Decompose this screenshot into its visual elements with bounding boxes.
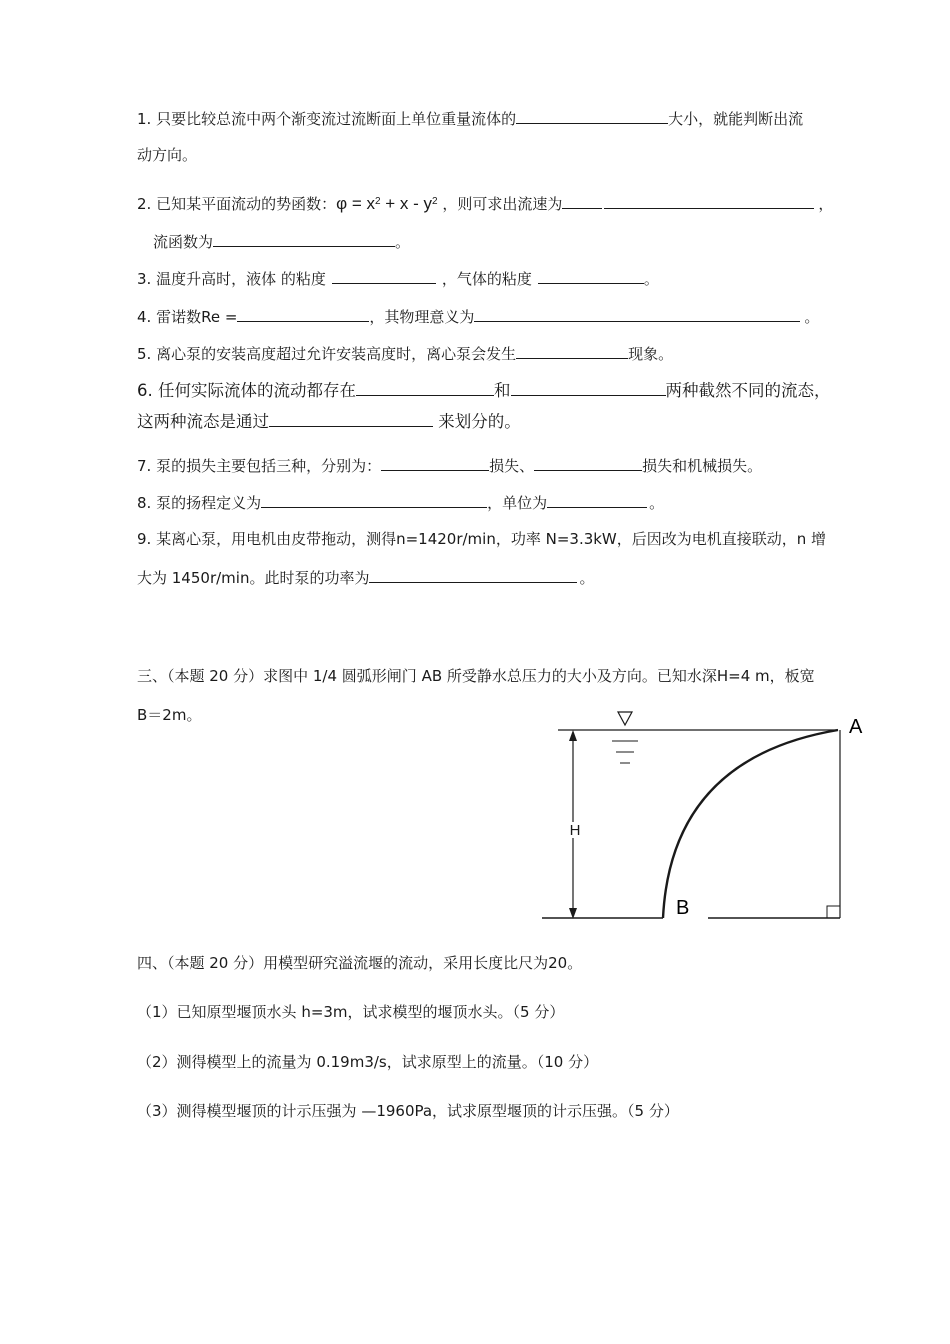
question-1-line-1: [137, 108, 803, 129]
q2-end: 。: [395, 233, 411, 251]
question-9-line-2: [137, 567, 594, 588]
q2-velocity-blank-short[interactable]: [562, 193, 602, 209]
section-4-subquestion-2: [137, 1052, 598, 1072]
question-4: [137, 306, 819, 327]
q4-text-b: ，其物理意义为: [369, 308, 475, 326]
q6-criterion-blank[interactable]: [269, 411, 433, 427]
question-7: [137, 455, 762, 476]
depth-arrow-top: [569, 730, 577, 741]
section-3-line-1: [137, 666, 815, 686]
section-4-sub-3: （3）测得模型堰顶的计示压强为 —1960Pa，试求原型堰顶的计示压强。（5 分）: [137, 1102, 679, 1120]
q7-text-c: 损失和机械损失。: [642, 457, 763, 475]
q4-reynolds-blank[interactable]: [237, 306, 369, 322]
formula-part-1: = x: [347, 194, 375, 213]
q2-text-a: 2. 已知某平面流动的势函数：: [137, 195, 337, 213]
q4-end: 。: [804, 308, 820, 326]
quarter-circle-gate: [663, 730, 838, 918]
q1-text-a: 1. 只要比较总流中两个渐变流过流断面上单位重量流体的: [137, 110, 517, 128]
section-4-subquestion-3: [137, 1101, 679, 1121]
q3-text-a: 3. 温度升高时，液体 的粘度: [137, 270, 326, 288]
q6-text-c: 两种截然不同的流态，: [665, 381, 831, 400]
q8-end: 。: [649, 494, 665, 512]
q2-comma: ，: [818, 195, 834, 213]
question-9-line-1: [137, 529, 826, 549]
q7-loss-2-blank[interactable]: [534, 455, 642, 471]
q2-velocity-blank[interactable]: [604, 193, 814, 209]
q7-loss-1-blank[interactable]: [381, 455, 489, 471]
q8-text-b: ，单位为: [487, 494, 548, 512]
right-angle-mark: [827, 906, 840, 918]
q5-phenomenon-blank[interactable]: [516, 343, 628, 359]
question-6-line-1: [137, 380, 831, 401]
section-3-width: B＝2m。: [137, 706, 202, 724]
depth-label: H: [569, 822, 581, 839]
q6-text-e: 来划分的。: [433, 412, 521, 431]
q8-head-definition-blank[interactable]: [261, 492, 487, 508]
q6-text-b: 和: [494, 381, 511, 400]
section-3-prompt: 三、（本题 20 分）求图中 1/4 圆弧形闸门 AB 所受静水总压力的大小及方向。已知水深H=4 m，板宽: [137, 667, 815, 685]
potential-function-formula: [336, 194, 438, 213]
section-4-prompt: 四、（本题 20 分）用模型研究溢流堰的流动，采用长度比尺为20。: [137, 954, 583, 972]
q2-text-b: ，则可求出流速为: [437, 195, 563, 213]
q3-text-b: ，气体的粘度: [441, 270, 532, 288]
section-3-line-2: [137, 705, 201, 725]
water-level-triangle-icon: [618, 712, 632, 725]
section-4-line-1: [137, 953, 582, 973]
q3-end: 。: [643, 270, 659, 288]
q8-unit-blank[interactable]: [547, 492, 647, 508]
q7-text-b: 损失、: [489, 457, 535, 475]
exponent-2: 2: [432, 196, 438, 207]
q6-text-a: 6. 任何实际流体的流动都存在: [137, 381, 356, 400]
q8-text-a: 8. 泵的扬程定义为: [137, 494, 262, 512]
q6-state-2-blank[interactable]: [511, 380, 666, 396]
q4-text-a: 4. 雷诺数Re =: [137, 308, 238, 326]
question-2-line-2: [153, 231, 410, 252]
exponent-1: 2: [375, 196, 381, 207]
point-b-label: B: [676, 897, 690, 919]
section-4-sub-1: （1）已知原型堰顶水头 h=3m，试求模型的堰顶水头。（5 分）: [137, 1003, 565, 1021]
q7-text-a: 7. 泵的损失主要包括三种，分别为：: [137, 457, 382, 475]
gate-diagram: [540, 708, 870, 930]
q2-stream-function-blank[interactable]: [213, 231, 395, 247]
q1-text-b: 大小，就能判断出流: [668, 110, 804, 128]
q3-gas-viscosity-blank[interactable]: [538, 268, 644, 284]
q1-answer-blank[interactable]: [516, 108, 668, 124]
section-4-subquestion-1: [137, 1002, 564, 1022]
q1-text-c: 动方向。: [137, 146, 198, 164]
question-5: [137, 343, 673, 364]
q2-text-c: 流函数为: [153, 233, 214, 251]
question-8: [137, 492, 664, 513]
q9-end: 。: [579, 569, 595, 587]
q6-state-1-blank[interactable]: [356, 380, 494, 396]
q4-meaning-blank[interactable]: [474, 306, 800, 322]
q3-liquid-viscosity-blank[interactable]: [332, 268, 436, 284]
question-2-line-1: [137, 192, 833, 214]
q9-text-a: 9. 某离心泵，用电机由皮带拖动，测得n=1420r/min，功率 N=3.3kW，后因改为电机直接联动，n 增: [137, 530, 827, 548]
question-1-line-2: [137, 145, 197, 165]
point-a-label: A: [849, 716, 863, 738]
formula-part-2: + x - y: [380, 194, 433, 213]
question-3: [137, 268, 659, 289]
question-6-line-2: [137, 411, 521, 432]
q9-text-b: 大为 1450r/min。此时泵的功率为: [137, 569, 370, 587]
q5-text-a: 5. 离心泵的安装高度超过允许安装高度时，离心泵会发生: [137, 345, 517, 363]
q5-text-b: 现象。: [628, 345, 674, 363]
q9-power-blank[interactable]: [369, 567, 577, 583]
section-4-sub-2: （2）测得模型上的流量为 0.19m3/s，试求原型上的流量。（10 分）: [137, 1053, 599, 1071]
phi-symbol: φ: [336, 194, 348, 213]
q6-text-d: 这两种流态是通过: [137, 412, 269, 431]
